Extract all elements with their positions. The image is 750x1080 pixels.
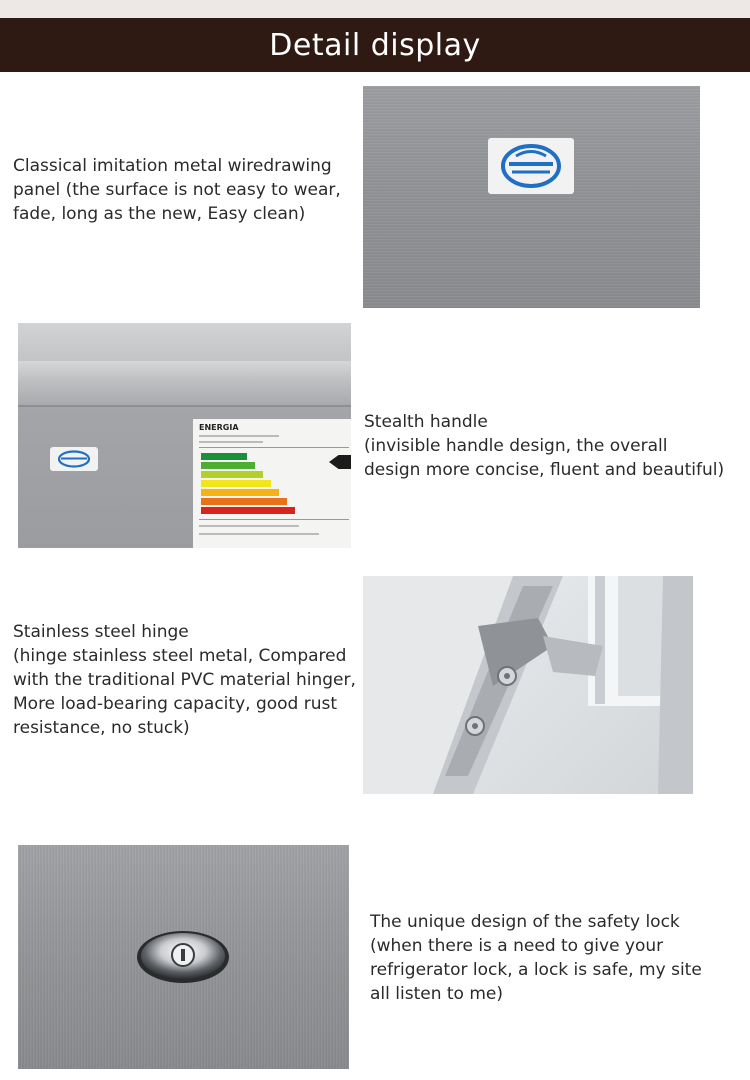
panel-description-line: fade, long as the new, Easy clean) [13, 204, 306, 224]
hinge-description-line: (hinge stainless steel metal, Compared [13, 646, 347, 666]
door-top-edge [18, 323, 351, 361]
energy-grade-bar [201, 507, 295, 514]
hinge-photo [363, 576, 693, 794]
lock-description-line: all listen to me) [370, 984, 503, 1004]
energy-label-text-line [199, 525, 299, 527]
brand-logo-icon [56, 450, 92, 468]
energy-grade-bar [201, 498, 287, 505]
hinge-description-line: More load-bearing capacity, good rust [13, 694, 338, 714]
hinge-description-line: resistance, no stuck) [13, 718, 190, 738]
energy-grade-bar [201, 453, 247, 460]
panel-description [13, 154, 341, 226]
brand-badge-small [50, 447, 98, 471]
page-title: Detail display [269, 27, 481, 63]
lock-illustration [18, 845, 349, 1069]
handle-description [364, 410, 724, 482]
energy-label-divider [199, 519, 349, 520]
energy-grade-bar [201, 480, 271, 487]
lock-description-line: (when there is a need to give your [370, 936, 664, 956]
energy-label [193, 419, 351, 548]
hinge-description-line: Stainless steel hinge [13, 622, 189, 642]
energy-label-text-line [199, 533, 319, 535]
top-strip [0, 0, 750, 18]
hinge-illustration [363, 576, 693, 794]
energy-label-divider [199, 447, 349, 448]
handle-groove [18, 361, 351, 407]
handle-description-line: (invisible handle design, the overall [364, 436, 668, 456]
lock-description-line: refrigerator lock, a lock is safe, my site [370, 960, 702, 980]
hinge-description [13, 620, 356, 740]
stealth-handle-photo [18, 323, 351, 548]
lock-description-line: The unique design of the safety lock [370, 912, 680, 932]
brand-logo-icon [500, 143, 562, 189]
safety-lock-photo [18, 845, 349, 1069]
energy-label-text-line [199, 435, 279, 437]
metal-panel-photo [363, 86, 700, 308]
panel-description-line: panel (the surface is not easy to wear, [13, 180, 341, 200]
energy-label-text-line [199, 441, 263, 443]
section-header [0, 18, 750, 72]
energy-rating-arrow [329, 455, 351, 469]
energy-grade-bar [201, 489, 279, 496]
brand-badge [488, 138, 574, 194]
energy-grade-bar [201, 471, 263, 478]
handle-description-line: Stealth handle [364, 412, 488, 432]
energy-label-title: ENERGIA [199, 423, 239, 432]
panel-description-line: Classical imitation metal wiredrawing [13, 156, 332, 176]
lock-description [370, 910, 702, 1006]
energy-grade-bar [201, 462, 255, 469]
handle-description-line: design more concise, fluent and beautiful) [364, 460, 725, 480]
hinge-description-line: with the traditional PVC material hinger, [13, 670, 356, 690]
